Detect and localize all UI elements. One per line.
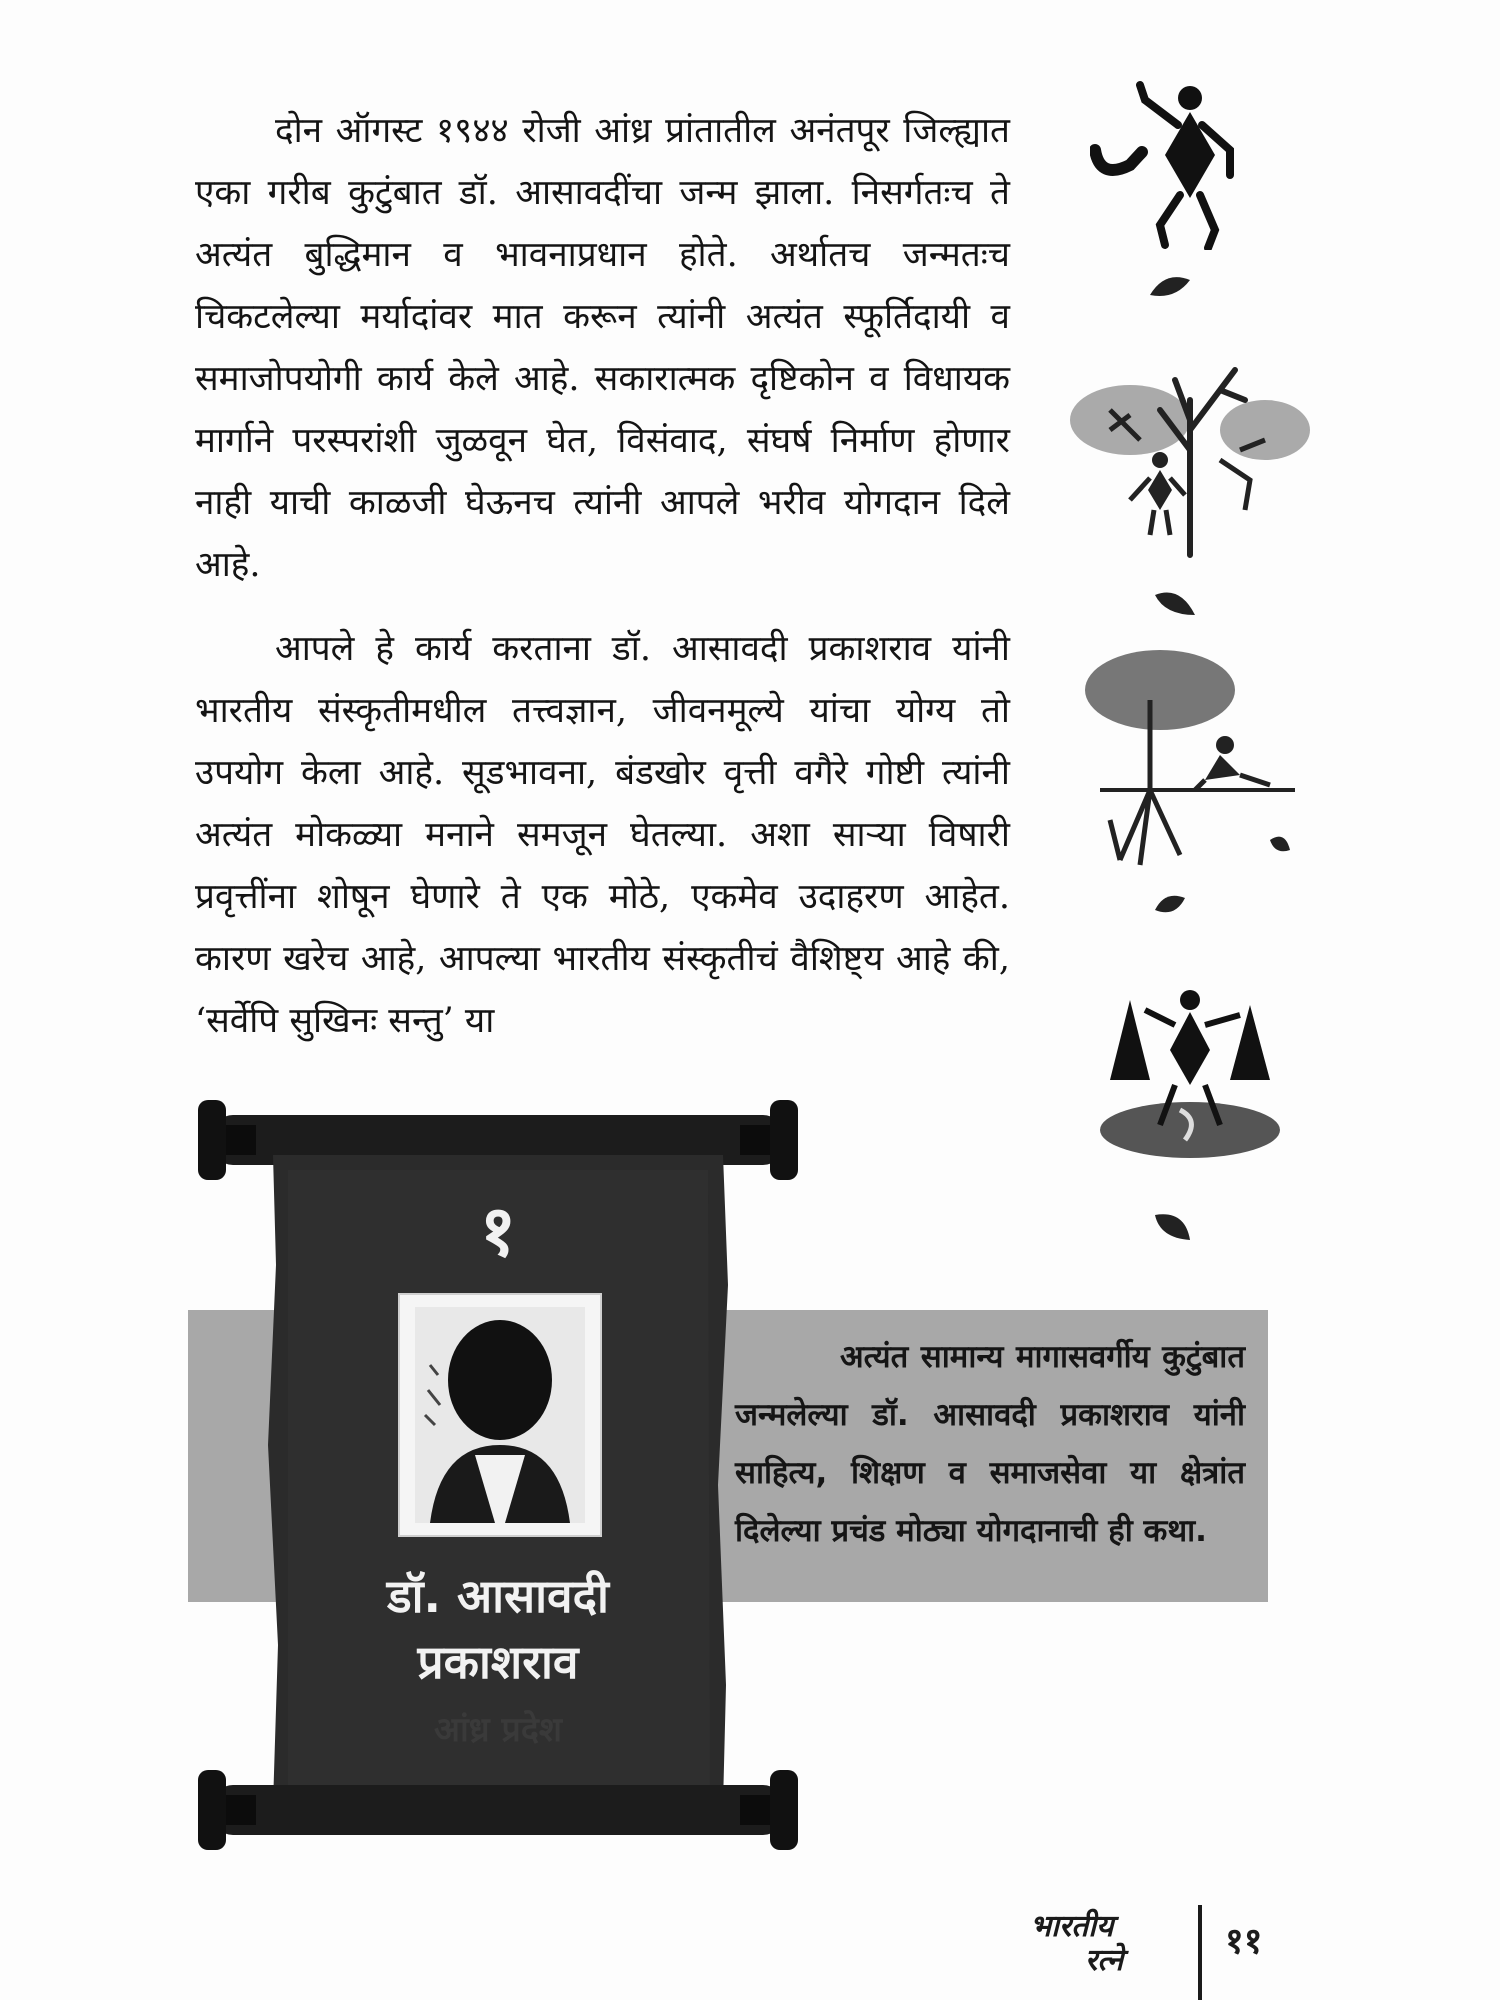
- portrait-photo: [398, 1293, 602, 1537]
- page-number: ११: [1225, 1921, 1263, 1962]
- logo-line2: रत्ने: [1085, 1943, 1124, 1978]
- paragraph-2: आपले हे कार्य करताना डॉ. आसावदी प्रकाशराव यांनी भारतीय संस्कृतीमधील तत्त्वज्ञान, जीवनमूल्ये यांचा योग्य तो उपयोग केला आहे. सूडभावना, बंडखोर वृत्ती वगैरे गोष्टी त्यांनी अत्यंत मोकळ्या मनाने समजून घेतल्या. अशा साऱ्या विषारी प्रवृत्तींना शोषून घेणारे ते एक मोठे, एकमेव उदाहरण आहेत. कारण खरेच आहे, आपल्या भारतीय संस्कृतीचं वैशिष्ट्य आहे की, ‘सर्वेपि सुखिनः सन्तु’ या: [195, 629, 1010, 1041]
- warli-dancer-icon: [1090, 80, 1250, 250]
- leaf-icon: [1150, 1210, 1195, 1245]
- warli-tree-farmer-icon: [1080, 640, 1310, 870]
- decoration-strip: [1070, 80, 1330, 1260]
- logo-line1: भारतीय: [1030, 1909, 1114, 1944]
- leaf-icon: [1150, 890, 1190, 920]
- body-text: [195, 100, 1010, 1052]
- person-name-line1: डॉ. आसावदी: [387, 1569, 609, 1623]
- title-scroll: [198, 1085, 798, 1865]
- person-name-line2: प्रकाशराव: [417, 1635, 579, 1689]
- chapter-number: १: [479, 1190, 517, 1272]
- portrait-graphic: [400, 1295, 600, 1535]
- warli-tree-figures-icon: [1070, 360, 1310, 560]
- leaf-icon: [1145, 270, 1195, 300]
- book-logo: [1030, 1910, 1180, 1990]
- paragraph-1: दोन ऑगस्ट १९४४ रोजी आंध्र प्रांतातील अनंतपूर जिल्ह्यात एका गरीब कुटुंबात डॉ. आसावदींचा जन्म झाला. निसर्गतःच ते अत्यंत बुद्धिमान व भावनाप्रधान होते. अर्थातच जन्मतःच चिकटलेल्या मर्यादांवर मात करून त्यांनी अत्यंत स्फूर्तिदायी व समाजोपयोगी कार्य केले आहे. सकारात्मक दृष्टिकोन व विधायक मार्गाने परस्परांशी जुळवून घेत, विसंवाद, संघर्ष निर्माण होणार नाही याची काळजी घेऊनच त्यांनी आपले भरीव योगदान दिले आहे.: [195, 111, 1010, 585]
- leaf-icon: [1150, 585, 1200, 620]
- person-region: आंध्र प्रदेश: [433, 1710, 562, 1750]
- footer-divider: [1198, 1905, 1202, 2000]
- summary-text: अत्यंत सामान्य मागासवर्गीय कुटुंबात जन्मलेल्या डॉ. आसावदी प्रकाशराव यांनी साहित्य, शिक्षण व समाजसेवा या क्षेत्रांत दिलेल्या प्रचंड मोठ्या योगदानाची ही कथा.: [735, 1339, 1245, 1549]
- warli-forest-dance-icon: [1090, 960, 1290, 1160]
